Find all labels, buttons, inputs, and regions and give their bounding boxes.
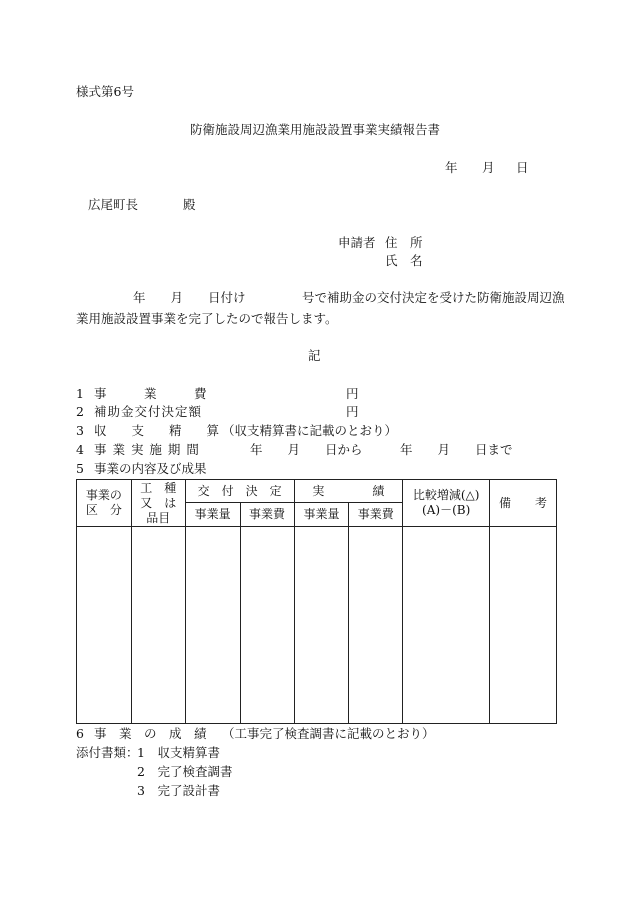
ki-heading: 記 — [308, 348, 321, 363]
header-result-cost: 事業費 — [349, 503, 403, 527]
table-cell[interactable] — [131, 527, 185, 724]
header-compare: 比較増減(△) (A)－(B) — [403, 480, 490, 527]
attachment-item: 2 完了検査調書 — [137, 764, 233, 779]
item-num: 5 — [76, 461, 84, 476]
date-month: 月 — [482, 160, 495, 175]
item-value: （工事完了検査調書に記載のとおり） — [222, 726, 435, 741]
body-line1b: 号で補助金の交付決定を受けた防衛施設周辺漁 — [302, 290, 565, 305]
item-value: （収支精算書に記載のとおり） — [222, 423, 398, 438]
item-label: 事 業 の 成 績 — [94, 726, 207, 741]
date-day: 日 — [516, 160, 529, 175]
body-line1a: 年 月 日付け — [133, 290, 246, 305]
item-num: 4 — [76, 442, 84, 457]
item-label: 事 業 費 — [94, 386, 207, 401]
table-cell[interactable] — [77, 527, 132, 724]
applicant-address: 住 所 — [385, 235, 423, 250]
item-label: 収 支 精 算 — [94, 423, 220, 438]
attachments-label: 添付書類： — [76, 745, 139, 760]
header-result: 実 績 — [294, 480, 403, 503]
table-cell[interactable] — [240, 527, 294, 724]
item-value: 年 月 日から 年 月 日まで — [250, 442, 513, 457]
item-value: 円 — [346, 386, 359, 401]
attachment-item: 1 収支精算書 — [137, 745, 220, 760]
date-year: 年 — [445, 160, 458, 175]
document-title: 防衛施設周辺漁業用施設設置事業実績報告書 — [189, 122, 440, 137]
header-remarks: 備 考 — [490, 480, 557, 527]
item-num: 2 — [76, 404, 84, 419]
results-table — [76, 479, 557, 724]
table-cell[interactable] — [294, 527, 349, 724]
form-number: 様式第6号 — [76, 84, 134, 99]
applicant-name: 氏 名 — [385, 253, 423, 268]
item-value: 円 — [346, 404, 359, 419]
item-label: 事業の内容及び成果 — [94, 461, 207, 476]
item-num: 1 — [76, 386, 84, 401]
table-cell[interactable] — [403, 527, 490, 724]
header-decision-cost: 事業費 — [240, 503, 294, 527]
header-decision-qty: 事業量 — [185, 503, 240, 527]
table-cell[interactable] — [185, 527, 240, 724]
header-type: 工 種 又 は 品目 — [131, 480, 185, 527]
addressee: 広尾町長 — [88, 197, 139, 212]
honorific: 殿 — [183, 197, 196, 212]
attachment-item: 3 完了設計書 — [137, 783, 220, 798]
table-row — [77, 527, 557, 724]
applicant-label: 申請者 — [338, 235, 376, 250]
item-num: 6 — [76, 726, 84, 741]
item-num: 3 — [76, 423, 84, 438]
table-cell[interactable] — [490, 527, 557, 724]
header-result-qty: 事業量 — [294, 503, 349, 527]
header-category: 事業の 区 分 — [77, 480, 132, 527]
item-label: 事 業 実 施 期 間 — [94, 442, 200, 457]
item-label: 補助金交付決定額 — [94, 404, 203, 419]
header-decision: 交 付 決 定 — [185, 480, 294, 503]
table-cell[interactable] — [349, 527, 403, 724]
body-line2: 業用施設設置事業を完了したので報告します。 — [76, 311, 338, 326]
